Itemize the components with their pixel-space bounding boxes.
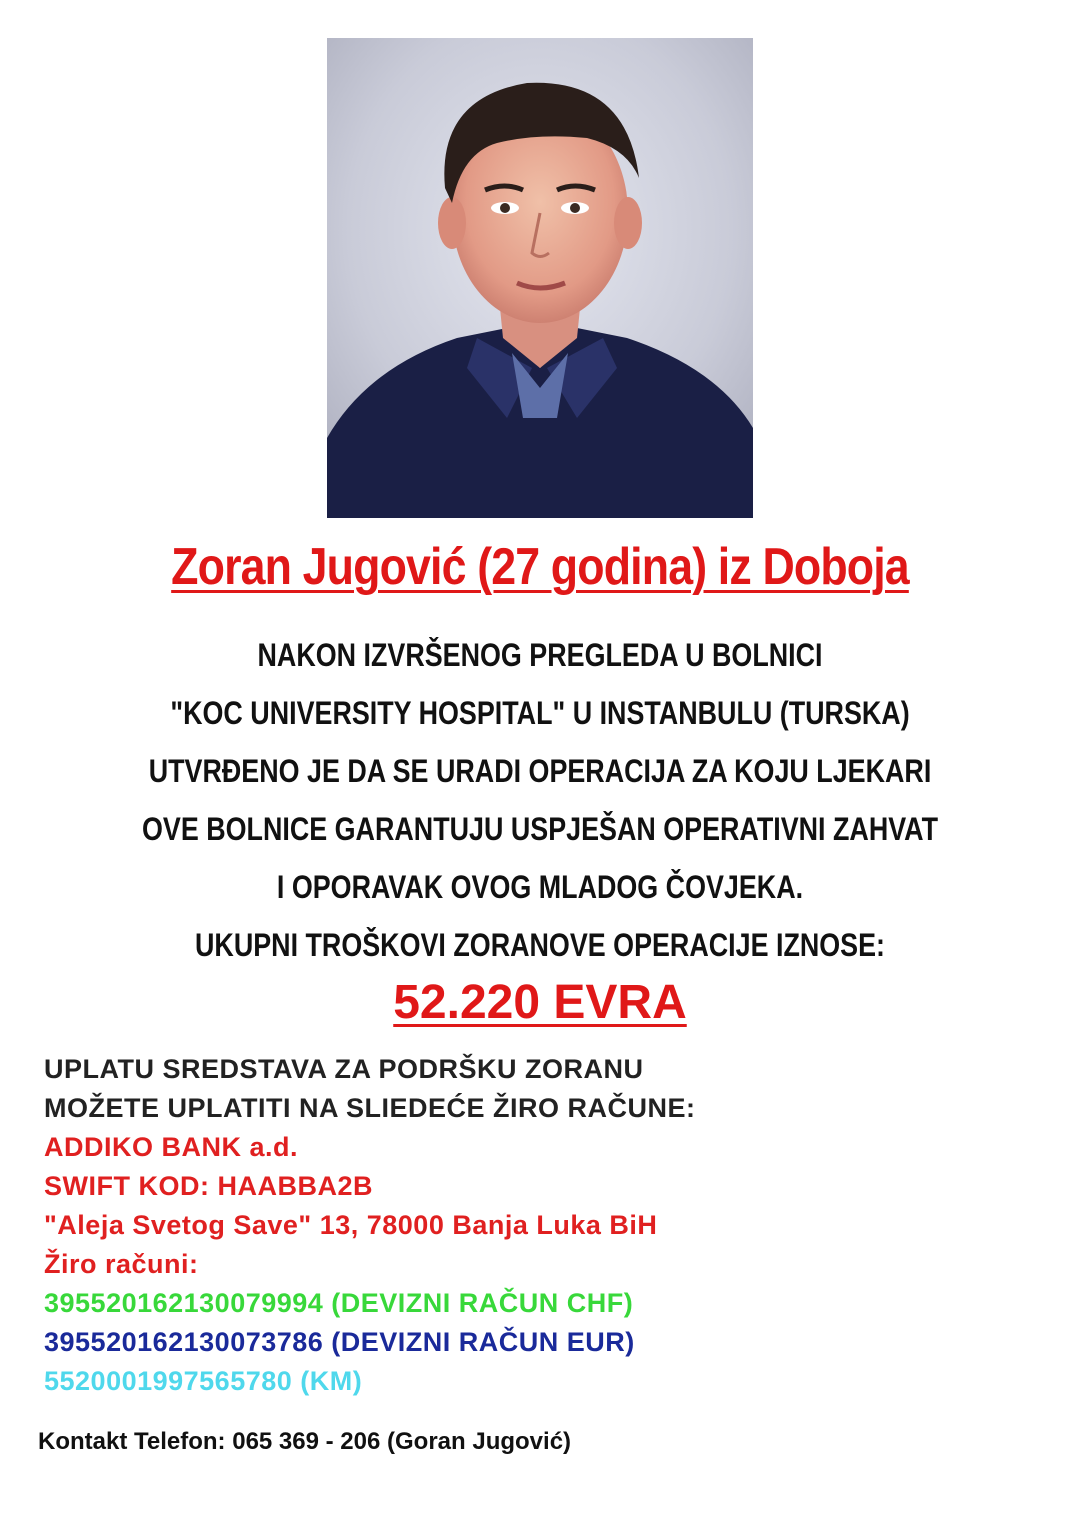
portrait-photo: [327, 38, 753, 518]
payment-intro-1: UPLATU SREDSTAVA ZA PODRŠKU ZORANU: [44, 1054, 644, 1084]
bank-name: ADDIKO BANK a.d.: [44, 1132, 299, 1162]
account-eur: 395520162130073786 (DEVIZNI RAČUN EUR): [44, 1327, 635, 1357]
total-amount: [0, 968, 1080, 1038]
appeal-line: UTVRĐENO JE DA SE URADI OPERACIJA ZA KOJU LJEKARI: [148, 753, 932, 789]
swift-code: SWIFT KOD: HAABBA2B: [44, 1171, 373, 1201]
payment-info: [44, 1050, 1044, 1401]
appeal-line: I OPORAVAK OVOG MLADOG ČOVJEKA.: [276, 869, 804, 905]
appeal-line: NAKON IZVRŠENOG PREGLEDA U BOLNICI: [257, 637, 823, 673]
appeal-line: UKUPNI TROŠKOVI ZORANOVE OPERACIJE IZNOSE:: [194, 927, 885, 963]
payment-intro-2: MOŽETE UPLATITI NA SLIEDEĆE ŽIRO RAČUNE:: [44, 1093, 696, 1123]
appeal-text: [0, 626, 1080, 974]
accounts-label: Žiro računi:: [44, 1249, 199, 1279]
appeal-line: "KOC UNIVERSITY HOSPITAL" U INSTANBULU (TURSKA): [170, 695, 910, 731]
account-chf: 395520162130079994 (DEVIZNI RAČUN CHF): [44, 1288, 634, 1318]
contact-phone: Kontakt Telefon: 065 369 - 206 (Goran Jugović): [38, 1428, 572, 1455]
account-km: 5520001997565780 (KM): [44, 1366, 363, 1396]
amount-text: 52.220 EVRA: [393, 976, 687, 1029]
title-text: Zoran Jugović (27 godina) iz Doboja: [171, 538, 909, 596]
page-title: [76, 532, 1005, 602]
appeal-line: OVE BOLNICE GARANTUJU USPJEŠAN OPERATIVNI ZAHVAT: [141, 811, 939, 847]
bank-address: "Aleja Svetog Save" 13, 78000 Banja Luka BiH: [44, 1210, 658, 1240]
